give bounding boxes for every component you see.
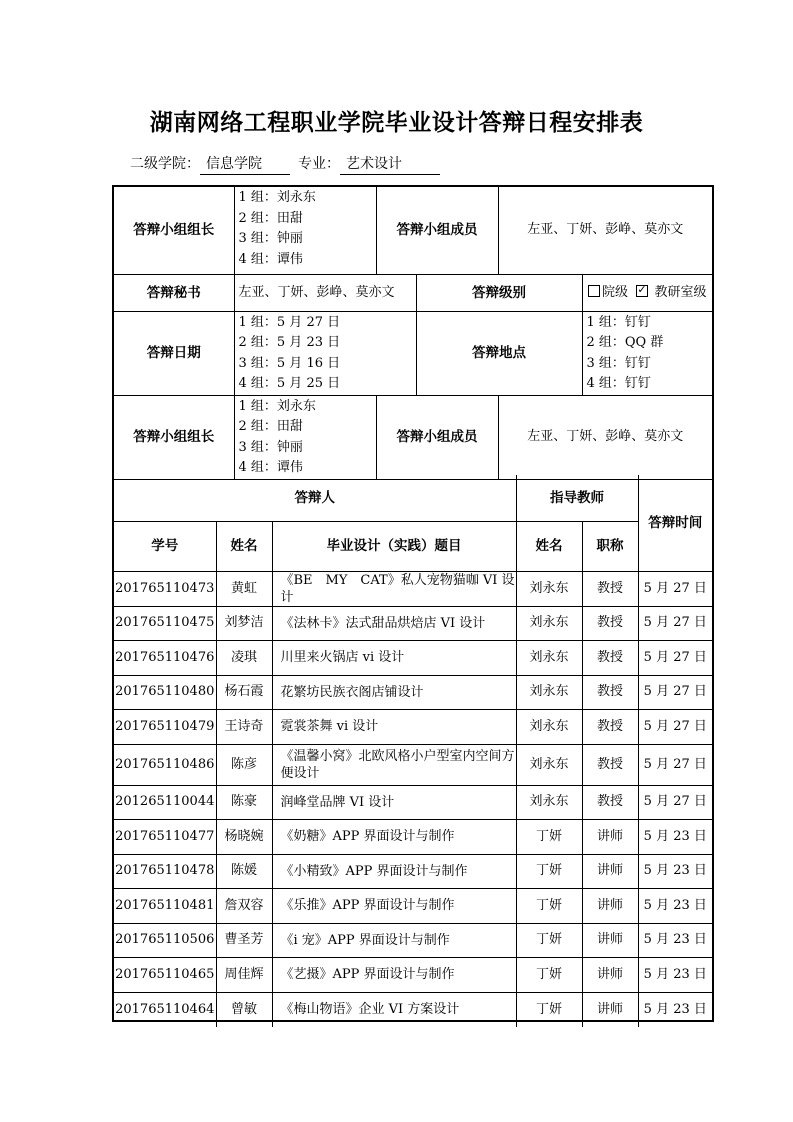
- student-id-cell: 201765110464: [114, 992, 216, 1027]
- student-id-cell: 201765110473: [114, 571, 216, 606]
- defense-time-cell: 5 月 23 日: [638, 992, 712, 1027]
- student-name-cell: 周佳辉: [216, 958, 272, 993]
- leader-item: 2 组：田甜: [238, 210, 303, 226]
- members-label-2: 答辩小组成员: [376, 395, 498, 479]
- leader-item: 2 组：田甜: [238, 419, 303, 434]
- topic-cell: 《法林卡》法式甜品烘焙店 VI 设计: [272, 606, 516, 641]
- table-row: [114, 854, 712, 889]
- leader-label: 答辩小组组长: [114, 187, 234, 274]
- name-header: 姓名: [216, 521, 272, 571]
- leader-item: 3 组：钟丽: [238, 231, 303, 246]
- leader-label-2: 答辩小组组长: [114, 395, 234, 479]
- major-label: 专业：: [298, 156, 340, 172]
- student-id-cell: 201265110044: [114, 785, 216, 820]
- topic-cell: 《小精致》APP 界面设计与制作: [272, 854, 516, 889]
- info-table: [114, 187, 712, 480]
- advisor-name-cell: 刘永东: [516, 785, 582, 820]
- place-item: 2 组：QQ 群: [586, 335, 664, 350]
- student-id-cell: 201765110465: [114, 958, 216, 993]
- student-id-cell: 201765110477: [114, 820, 216, 855]
- topic-cell: 《温馨小窝》北欧风格小户型室内空间方便设计: [272, 744, 516, 785]
- advisor-name-cell: 丁妍: [516, 854, 582, 889]
- advisor-title-cell: 讲师: [582, 854, 638, 889]
- members-value-2: 左亚、丁妍、彭峥、莫亦文: [498, 395, 712, 479]
- group-student-header: 答辩人: [114, 475, 516, 521]
- student-id-cell: 201765110479: [114, 710, 216, 745]
- topic-cell: 川里来火锅店 vi 设计: [272, 641, 516, 676]
- student-name-cell: 陈彦: [216, 744, 272, 785]
- student-id-cell: 201765110481: [114, 889, 216, 924]
- college-value: 信息学院: [200, 153, 290, 175]
- defense-time-cell: 5 月 27 日: [638, 571, 712, 606]
- topic-cell: 润峰堂品牌 VI 设计: [272, 785, 516, 820]
- date-item: 3 组：5 月 16 日: [238, 355, 341, 371]
- leader-list-2: [234, 395, 376, 479]
- student-name-cell: 杨石霞: [216, 675, 272, 710]
- date-list: [234, 311, 416, 395]
- table-row: [114, 992, 712, 1027]
- advisor-title-cell: 讲师: [582, 923, 638, 958]
- advisor-name-cell: 刘永东: [516, 675, 582, 710]
- place-item: 1 组：钉钉: [586, 314, 651, 330]
- advisor-title-cell: 教授: [582, 675, 638, 710]
- table-row: [114, 785, 712, 820]
- topic-cell: 《i 宠》APP 界面设计与制作: [272, 923, 516, 958]
- advisor-name-cell: 刘永东: [516, 571, 582, 606]
- defense-time-cell: 5 月 27 日: [638, 710, 712, 745]
- table-row: [114, 744, 712, 785]
- topic-cell: 花繁坊民族衣阁店铺设计: [272, 675, 516, 710]
- defense-table: [114, 475, 712, 1027]
- student-name-cell: 曾敏: [216, 992, 272, 1027]
- defense-time-cell: 5 月 23 日: [638, 958, 712, 993]
- leader-item: 4 组：谭伟: [238, 460, 303, 475]
- advisor-title-header: 职称: [582, 521, 638, 571]
- defense-time-cell: 5 月 23 日: [638, 820, 712, 855]
- place-list: [582, 311, 712, 395]
- student-name-cell: 杨晓婉: [216, 820, 272, 855]
- advisor-title-cell: 讲师: [582, 958, 638, 993]
- schedule-form: [112, 185, 714, 1022]
- student-id-cell: 201765110476: [114, 641, 216, 676]
- advisor-title-cell: 教授: [582, 641, 638, 676]
- major-value: 艺术设计: [340, 153, 440, 175]
- defense-time-cell: 5 月 27 日: [638, 675, 712, 710]
- student-id-cell: 201765110478: [114, 854, 216, 889]
- table-row: [114, 641, 712, 676]
- page-title: 湖南网络工程职业学院毕业设计答辩日程安排表: [149, 110, 644, 136]
- secretary-label: 答辩秘书: [114, 274, 234, 311]
- student-name-cell: 曹圣芳: [216, 923, 272, 958]
- advisor-name-cell: 刘永东: [516, 744, 582, 785]
- defense-time-cell: 5 月 27 日: [638, 606, 712, 641]
- table-row: [114, 710, 712, 745]
- student-name-cell: 詹双容: [216, 889, 272, 924]
- table-row: [114, 958, 712, 993]
- student-name-cell: 王诗奇: [216, 710, 272, 745]
- id-header: 学号: [114, 521, 216, 571]
- student-name-cell: 凌琪: [216, 641, 272, 676]
- student-name-cell: 陈豪: [216, 785, 272, 820]
- defense-time-cell: 5 月 23 日: [638, 923, 712, 958]
- group-advisor-header: 指导教师: [516, 475, 638, 521]
- leader-item: 1 组：刘永东: [238, 398, 316, 414]
- time-header: 答辩时间: [638, 475, 712, 571]
- advisor-title-cell: 讲师: [582, 889, 638, 924]
- advisor-name-header: 姓名: [516, 521, 582, 571]
- date-item: 4 组：5 月 25 日: [238, 376, 341, 391]
- members-label: 答辩小组成员: [376, 187, 498, 274]
- advisor-name-cell: 丁妍: [516, 992, 582, 1027]
- advisor-name-cell: 丁妍: [516, 958, 582, 993]
- members-value: 左亚、丁妍、彭峥、莫亦文: [498, 187, 712, 274]
- level-option-dept: 教研室级: [654, 284, 707, 300]
- advisor-name-cell: 丁妍: [516, 820, 582, 855]
- defense-time-cell: 5 月 27 日: [638, 744, 712, 785]
- defense-time-cell: 5 月 23 日: [638, 889, 712, 924]
- defense-time-cell: 5 月 23 日: [638, 854, 712, 889]
- leader-item: 3 组：钟丽: [238, 439, 303, 455]
- date-label: 答辩日期: [114, 311, 234, 395]
- topic-header: 毕业设计（实践）题目: [272, 521, 516, 571]
- advisor-title-cell: 教授: [582, 710, 638, 745]
- level-option-college: 院级: [602, 284, 629, 300]
- place-item: 3 组：钉钉: [586, 355, 651, 371]
- topic-cell: 《艺摄》APP 界面设计与制作: [272, 958, 516, 993]
- table-row: [114, 675, 712, 710]
- student-id-cell: 201765110475: [114, 606, 216, 641]
- date-item: 2 组：5 月 23 日: [238, 335, 341, 350]
- level-options: [582, 274, 712, 311]
- subheader: [130, 153, 448, 175]
- date-item: 1 组：5 月 27 日: [238, 314, 341, 330]
- advisor-name-cell: 刘永东: [516, 710, 582, 745]
- secretary-value: 左亚、丁妍、彭峥、莫亦文: [234, 274, 416, 311]
- topic-cell: 《BE MY CAT》私人宠物猫咖 VI 设计: [272, 571, 516, 606]
- advisor-title-cell: 教授: [582, 606, 638, 641]
- table-row: [114, 889, 712, 924]
- topic-cell: 《奶糖》APP 界面设计与制作: [272, 820, 516, 855]
- defense-time-cell: 5 月 27 日: [638, 641, 712, 676]
- level-label: 答辩级别: [416, 274, 582, 311]
- advisor-title-cell: 讲师: [582, 820, 638, 855]
- college-label: 二级学院：: [130, 156, 200, 172]
- student-name-cell: 刘梦洁: [216, 606, 272, 641]
- advisor-title-cell: 教授: [582, 744, 638, 785]
- topic-cell: 《乐推》APP 界面设计与制作: [272, 889, 516, 924]
- leader-item: 1 组：刘永东: [238, 190, 316, 205]
- checkbox-unchecked-icon: [588, 285, 600, 297]
- student-name-cell: 黄虹: [216, 571, 272, 606]
- advisor-name-cell: 刘永东: [516, 641, 582, 676]
- table-row: [114, 820, 712, 855]
- advisor-name-cell: 刘永东: [516, 606, 582, 641]
- table-row: [114, 571, 712, 606]
- advisor-title-cell: 讲师: [582, 992, 638, 1027]
- place-label: 答辩地点: [416, 311, 582, 395]
- advisor-name-cell: 丁妍: [516, 889, 582, 924]
- place-item: 4 组：钉钉: [586, 376, 651, 391]
- advisor-title-cell: 教授: [582, 785, 638, 820]
- advisor-name-cell: 丁妍: [516, 923, 582, 958]
- student-id-cell: 201765110486: [114, 744, 216, 785]
- leader-item: 4 组：谭伟: [238, 251, 303, 267]
- advisor-title-cell: 教授: [582, 571, 638, 606]
- student-id-cell: 201765110506: [114, 923, 216, 958]
- topic-cell: 霓裳茶舞 vi 设计: [272, 710, 516, 745]
- student-id-cell: 201765110480: [114, 675, 216, 710]
- defense-time-cell: 5 月 27 日: [638, 785, 712, 820]
- checkbox-checked-icon: [636, 285, 648, 297]
- topic-cell: 《梅山物语》企业 VI 方案设计: [272, 992, 516, 1027]
- student-name-cell: 陈媛: [216, 854, 272, 889]
- table-row: [114, 606, 712, 641]
- table-row: [114, 923, 712, 958]
- leader-list: [234, 187, 376, 274]
